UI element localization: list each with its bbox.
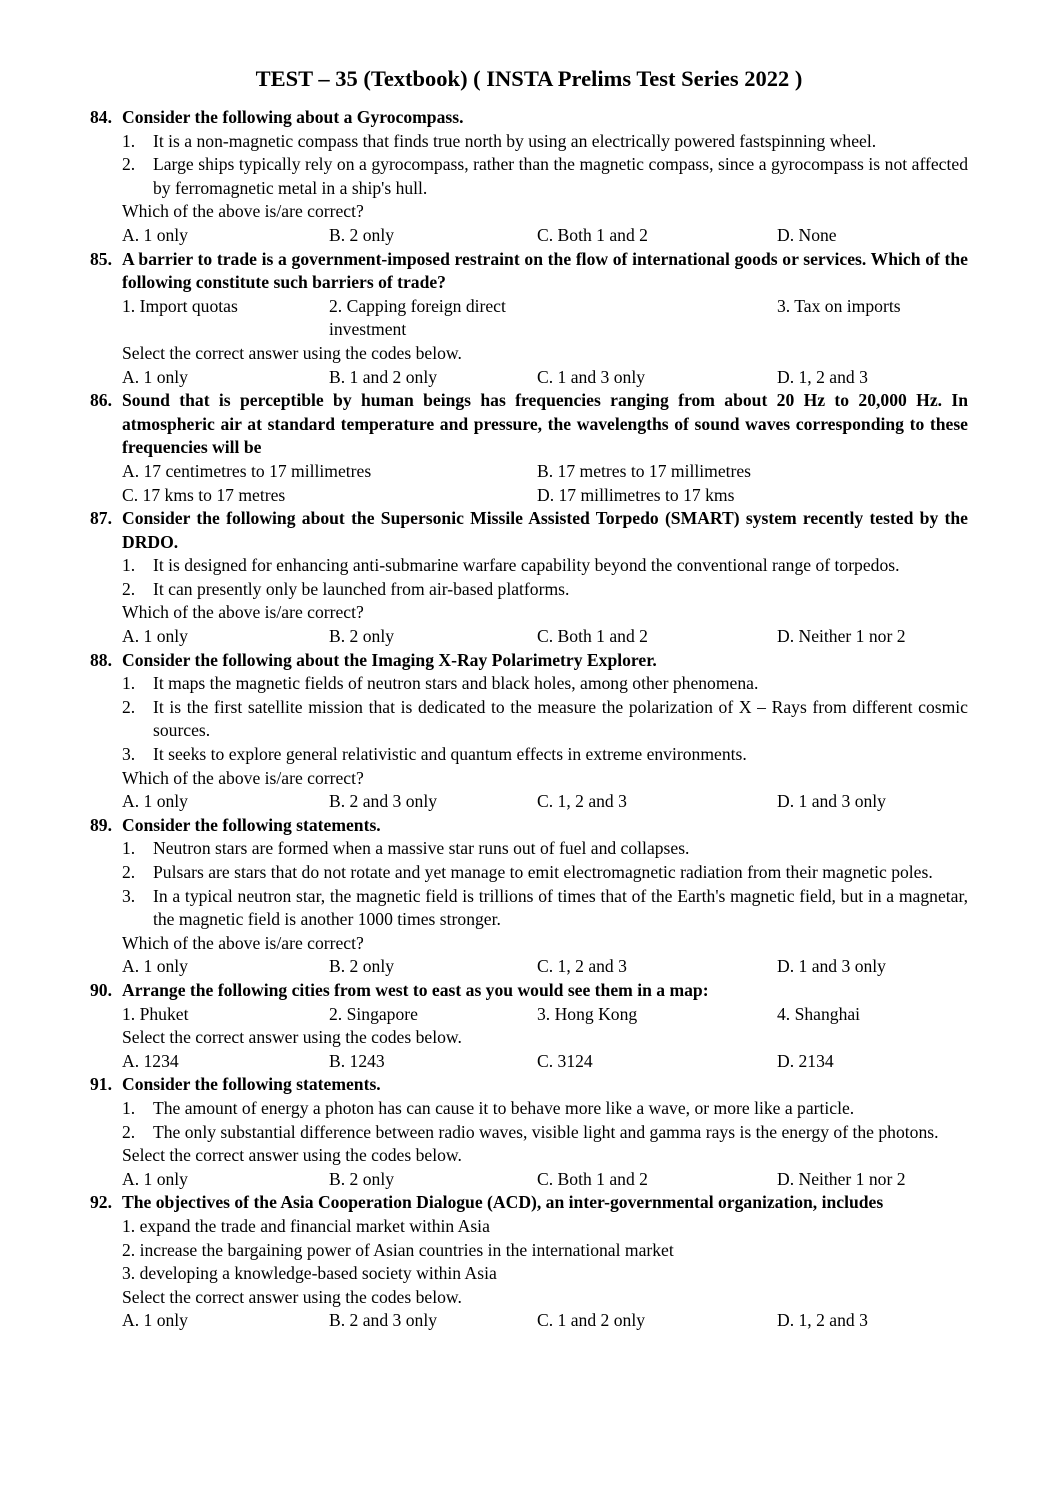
question-stem bbox=[90, 1191, 968, 1215]
statement bbox=[122, 578, 968, 602]
question bbox=[90, 649, 968, 814]
statement-text: It can presently only be launched from air-based platforms. bbox=[153, 578, 570, 599]
answer-option[interactable]: B. 1243 bbox=[329, 1050, 385, 1071]
answer-option[interactable]: A. 17 centimetres to 17 millimetres bbox=[122, 460, 372, 481]
item: 4. Shanghai bbox=[777, 1003, 861, 1024]
statement-number: 1. bbox=[122, 838, 136, 859]
answer-option[interactable]: D. 1, 2 and 3 bbox=[777, 1310, 868, 1331]
question-stem bbox=[90, 389, 968, 460]
statement-text: It maps the magnetic fields of neutron stars and black holes, among other phenomena. bbox=[153, 673, 759, 694]
answer-option[interactable]: B. 2 only bbox=[329, 626, 395, 647]
question-number: 84. bbox=[90, 107, 112, 127]
answer-option[interactable]: C. Both 1 and 2 bbox=[537, 224, 648, 245]
question-number: 91. bbox=[90, 1074, 112, 1095]
answer-option[interactable]: A. 1234 bbox=[122, 1050, 179, 1071]
question-stem bbox=[90, 1073, 968, 1097]
statement-text: Neutron stars are formed when a massive star runs out of fuel and collapses. bbox=[153, 838, 690, 859]
answer-option[interactable]: A. 1 only bbox=[122, 956, 188, 977]
item: 3. Tax on imports bbox=[777, 295, 901, 316]
answer-option[interactable]: B. 2 only bbox=[329, 956, 395, 977]
question-prompt: Which of the above is/are correct? bbox=[122, 932, 364, 953]
answer-option[interactable]: C. 17 kms to 17 metres bbox=[122, 484, 286, 505]
answer-option[interactable]: A. 1 only bbox=[122, 1310, 188, 1331]
answer-option[interactable]: A. 1 only bbox=[122, 626, 188, 647]
question bbox=[90, 507, 968, 649]
statement bbox=[122, 696, 968, 743]
answer-option[interactable]: B. 17 metres to 17 millimetres bbox=[537, 460, 752, 481]
question-number: 87. bbox=[90, 508, 112, 529]
question-stem bbox=[90, 106, 968, 130]
question-text: The objectives of the Asia Cooperation Dialogue (ACD), an inter-governmental organization, includes bbox=[122, 1192, 884, 1213]
question-text: Consider the following about the Imaging X-Ray Polarimetry Explorer. bbox=[122, 649, 657, 670]
answer-option[interactable]: C. Both 1 and 2 bbox=[537, 1168, 648, 1189]
question-number: 90. bbox=[90, 979, 112, 1000]
statement-number: 2. bbox=[122, 154, 136, 175]
question-prompt: Select the correct answer using the codes below. bbox=[122, 1286, 462, 1307]
statement bbox=[122, 672, 968, 696]
question-prompt: Select the correct answer using the codes below. bbox=[122, 1027, 462, 1048]
statement bbox=[122, 743, 968, 767]
statement-number: 2. bbox=[122, 862, 136, 882]
question-prompt: Select the correct answer using the codes below. bbox=[122, 342, 462, 363]
question-stem bbox=[90, 814, 968, 838]
question bbox=[90, 248, 968, 390]
question-text: Sound that is perceptible by human beings has frequencies ranging from about 20 Hz to 20,000 Hz. In atmospheric air at standard temperature and pressure, the wavelengths of sound waves corresponding to these frequencies will be bbox=[122, 390, 968, 458]
item: 1. Phuket bbox=[122, 1003, 189, 1024]
answer-option[interactable]: C. Both 1 and 2 bbox=[537, 626, 648, 647]
statement-text: Pulsars are stars that do not rotate and yet manage to emit electromagnetic radiation from their magnetic poles. bbox=[153, 862, 933, 882]
statement-number: 1. bbox=[122, 130, 136, 151]
question-list bbox=[90, 106, 968, 1333]
question-number: 88. bbox=[90, 649, 112, 670]
statement-number: 1. bbox=[122, 1097, 136, 1118]
item: 3. Hong Kong bbox=[537, 1003, 638, 1024]
item: 1. expand the trade and financial market within Asia bbox=[122, 1215, 490, 1236]
item: 2. increase the bargaining power of Asian countries in the international market bbox=[122, 1239, 674, 1260]
statement bbox=[122, 554, 968, 578]
answer-options bbox=[122, 366, 968, 390]
statement-number: 2. bbox=[122, 1121, 136, 1142]
page-title: TEST – 35 (Textbook) ( INSTA Prelims Test Series 2022 ) bbox=[255, 66, 803, 91]
question-stem bbox=[90, 248, 968, 295]
statement-number: 1. bbox=[122, 673, 136, 694]
answer-option[interactable]: B. 2 only bbox=[329, 224, 395, 245]
answer-options bbox=[122, 790, 968, 814]
question-text: Consider the following statements. bbox=[122, 1074, 381, 1095]
answer-option[interactable]: D. 17 millimetres to 17 kms bbox=[537, 484, 735, 505]
answer-option[interactable]: A. 1 only bbox=[122, 791, 188, 812]
statement bbox=[122, 885, 968, 932]
answer-option[interactable]: D. 1 and 3 only bbox=[777, 791, 886, 812]
statement bbox=[122, 837, 968, 861]
question-number: 89. bbox=[90, 814, 112, 835]
question bbox=[90, 389, 968, 507]
answer-option[interactable]: B. 2 and 3 only bbox=[329, 791, 438, 812]
answer-option[interactable]: A. 1 only bbox=[122, 1168, 188, 1189]
statement-number: 3. bbox=[122, 885, 136, 906]
question-number: 85. bbox=[90, 248, 112, 269]
statement bbox=[122, 130, 968, 154]
answer-option[interactable]: B. 2 and 3 only bbox=[329, 1310, 438, 1331]
question-prompt: Select the correct answer using the codes below. bbox=[122, 1145, 462, 1166]
item: 2. Singapore bbox=[329, 1003, 418, 1024]
statement-text: It seeks to explore general relativistic and quantum effects in extreme environments. bbox=[153, 744, 747, 765]
question bbox=[90, 814, 968, 979]
question-text: Arrange the following cities from west to east as you would see them in a map: bbox=[122, 979, 709, 1000]
question-stem bbox=[90, 979, 968, 1003]
question-text: Consider the following about a Gyrocompass. bbox=[122, 107, 464, 127]
answer-option[interactable]: D. None bbox=[777, 224, 837, 245]
statement-text: It is a non-magnetic compass that finds true north by using an electrically powered fastspinning wheel. bbox=[153, 130, 877, 151]
statement-text: Large ships typically rely on a gyrocompass, rather than the magnetic compass, since a gyrocompass is not affected by ferromagnetic metal in a ship's hull. bbox=[153, 154, 968, 198]
answer-options bbox=[122, 955, 968, 979]
question bbox=[90, 1073, 968, 1191]
answer-option[interactable]: D. 1, 2 and 3 bbox=[777, 366, 868, 387]
statement bbox=[122, 861, 968, 885]
items-row bbox=[122, 295, 968, 342]
question-prompt: Which of the above is/are correct? bbox=[122, 767, 364, 788]
answer-options bbox=[122, 460, 968, 507]
answer-options bbox=[122, 224, 968, 248]
answer-option[interactable]: C. 1 and 2 only bbox=[537, 1310, 646, 1331]
statement-number: 1. bbox=[122, 555, 136, 576]
item: 2. Capping foreign direct investment bbox=[329, 295, 506, 340]
answer-option[interactable]: D. 2134 bbox=[777, 1050, 834, 1071]
item: 3. developing a knowledge-based society within Asia bbox=[122, 1263, 497, 1284]
question-text: A barrier to trade is a government-imposed restraint on the flow of international goods or services. Which of the following constitute such barriers of trade? bbox=[122, 248, 968, 293]
item: 1. Import quotas bbox=[122, 295, 238, 316]
question bbox=[90, 106, 968, 248]
answer-options bbox=[122, 1309, 968, 1333]
answer-option[interactable]: C. 1, 2 and 3 bbox=[537, 791, 627, 812]
statement bbox=[122, 153, 968, 200]
answer-option[interactable]: D. Neither 1 nor 2 bbox=[777, 626, 906, 647]
question-prompt: Which of the above is/are correct? bbox=[122, 201, 364, 222]
answer-option[interactable]: C. 1, 2 and 3 bbox=[537, 956, 627, 977]
answer-option[interactable]: A. 1 only bbox=[122, 366, 188, 387]
statement-text: In a typical neutron star, the magnetic field is trillions of times that of the Earth's magnetic field, but in a magnetar, the magnetic field is another 1000 times stronger. bbox=[153, 885, 968, 930]
answer-option[interactable]: D. 1 and 3 only bbox=[777, 956, 886, 977]
question-stem bbox=[90, 649, 968, 673]
statement-text: It is the first satellite mission that is dedicated to the measure the polarization of X – Rays from different cosmic sources. bbox=[153, 696, 968, 741]
question-stem bbox=[90, 507, 968, 554]
question bbox=[90, 979, 968, 1073]
question-prompt: Which of the above is/are correct? bbox=[122, 602, 364, 623]
question-text: Consider the following statements. bbox=[122, 814, 381, 835]
answer-options bbox=[122, 1050, 968, 1074]
question-number: 92. bbox=[90, 1192, 112, 1213]
answer-options bbox=[122, 1168, 968, 1192]
statement-text: The amount of energy a photon has can cause it to behave more like a wave, or more like a particle. bbox=[153, 1097, 855, 1118]
answer-option[interactable]: B. 2 only bbox=[329, 1168, 395, 1189]
answer-option[interactable]: D. Neither 1 nor 2 bbox=[777, 1168, 906, 1189]
question-text: Consider the following about the Supersonic Missile Assisted Torpedo (SMART) system recently tested by the DRDO. bbox=[122, 508, 968, 552]
items-row bbox=[122, 1003, 968, 1027]
answer-option[interactable]: C. 3124 bbox=[537, 1050, 593, 1071]
question-number: 86. bbox=[90, 390, 112, 411]
answer-options bbox=[122, 625, 968, 649]
answer-option[interactable]: B. 1 and 2 only bbox=[329, 366, 438, 387]
statement-text: The only substantial difference between radio waves, visible light and gamma rays is the energy of the photons. bbox=[153, 1121, 939, 1142]
statement-number: 3. bbox=[122, 744, 136, 765]
statement-text: It is designed for enhancing anti-submarine warfare capability beyond the conventional range of torpedos. bbox=[153, 555, 900, 576]
statement-number: 2. bbox=[122, 696, 136, 717]
answer-option[interactable]: C. 1 and 3 only bbox=[537, 366, 646, 387]
statement bbox=[122, 1097, 968, 1121]
statement bbox=[122, 1121, 968, 1145]
answer-option[interactable]: A. 1 only bbox=[122, 224, 188, 245]
question bbox=[90, 1191, 968, 1333]
statement-number: 2. bbox=[122, 578, 136, 599]
